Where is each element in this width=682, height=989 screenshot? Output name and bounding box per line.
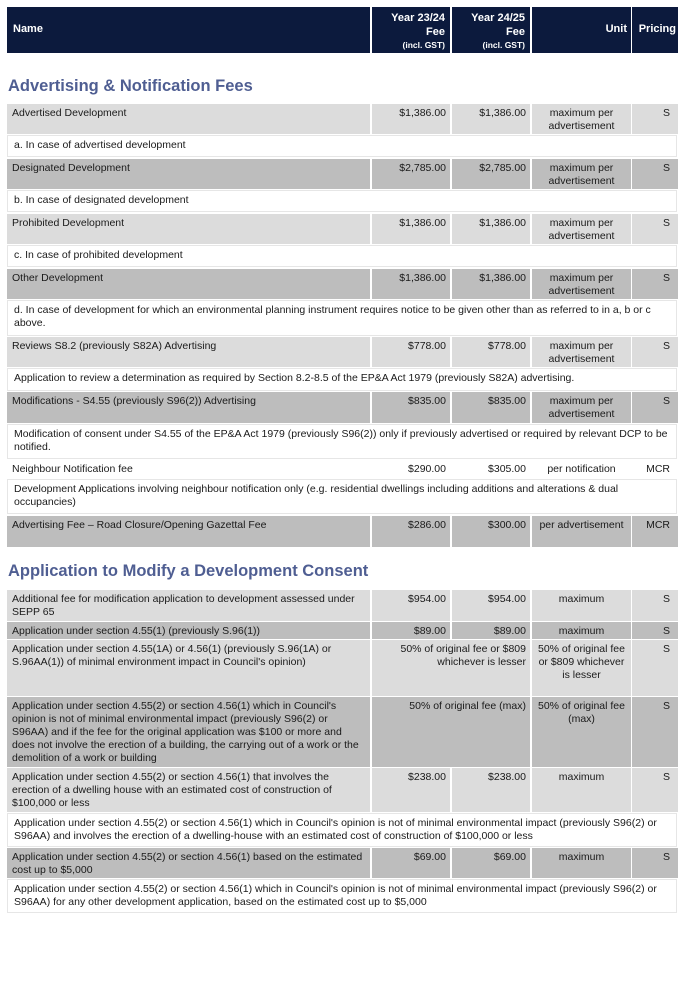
header-unit: Unit <box>532 7 631 53</box>
fee-pricing: S <box>632 269 678 299</box>
fee-pricing: S <box>632 697 678 767</box>
fee-2324: $835.00 <box>372 392 450 423</box>
fee-2324: $89.00 <box>372 622 450 639</box>
fee-name: Application under section 4.55(2) or section 4.56(1) based on the estimated cost up to $5,000 <box>7 848 370 878</box>
fee-2324: $69.00 <box>372 848 450 878</box>
fee-2324: $1,386.00 <box>372 214 450 244</box>
header-fee1-year: Year 23/24 <box>391 12 445 24</box>
section-title-advertising: Advertising & Notification Fees <box>8 77 253 95</box>
fee-unit: 50% of original fee or $809 whichever is lesser <box>532 640 631 696</box>
fee-2324: $238.00 <box>372 768 450 812</box>
fee-2324: $778.00 <box>372 337 450 367</box>
fee-note: a. In case of advertised development <box>7 135 677 157</box>
header-fee1-gst: (incl. GST) <box>402 40 445 50</box>
fee-name: Designated Development <box>7 159 370 189</box>
fee-pricing: S <box>632 159 678 189</box>
fee-name: Advertising Fee – Road Closure/Opening Gazettal Fee <box>7 516 370 547</box>
fee-unit: maximum per advertisement <box>532 337 631 367</box>
fee-unit: maximum <box>532 848 631 878</box>
header-fee-2425 <box>452 7 530 53</box>
fee-pricing: S <box>632 392 678 423</box>
fee-unit: maximum per advertisement <box>532 159 631 189</box>
fee-pricing: S <box>632 640 678 696</box>
fee-2324: $290.00 <box>372 460 450 480</box>
fee-note: Modification of consent under S4.55 of the EP&A Act 1979 (previously S96(2)) only if previously advertised or required by relevant DCP to be notified. <box>7 424 677 459</box>
fee-2425: $835.00 <box>452 392 530 423</box>
fee-note: b. In case of designated development <box>7 190 677 212</box>
fee-2324: $1,386.00 <box>372 104 450 134</box>
fee-merged: 50% of original fee (max) <box>372 697 530 767</box>
fee-note: Application to review a determination as required by Section 8.2-8.5 of the EP&A Act 1979 (previously S82A) advertising. <box>7 368 677 391</box>
header-pricing: Pricing <box>632 7 678 53</box>
fee-note: c. In case of prohibited development <box>7 245 677 267</box>
fee-unit: maximum per advertisement <box>532 269 631 299</box>
fee-note: Application under section 4.55(2) or section 4.56(1) which in Council's opinion is not of minimal environmental impact (previously S96(2) or S96AA) and involves the erection of a dwelling-house with an estimated cost of construction of $100,000 or less <box>7 813 677 847</box>
fee-pricing: MCR <box>632 460 678 480</box>
fee-name: Application under section 4.55(1) (previously S.96(1)) <box>7 622 370 639</box>
fee-2324: $1,386.00 <box>372 269 450 299</box>
fee-2324: $2,785.00 <box>372 159 450 189</box>
fee-unit: maximum per advertisement <box>532 214 631 244</box>
fee-unit: 50% of original fee (max) <box>532 697 631 767</box>
fee-2425: $954.00 <box>452 590 530 621</box>
fee-name: Modifications - S4.55 (previously S96(2)) Advertising <box>7 392 370 423</box>
fee-name: Advertised Development <box>7 104 370 134</box>
fee-unit: maximum <box>532 622 631 639</box>
header-name: Name <box>7 7 370 53</box>
fee-2425: $69.00 <box>452 848 530 878</box>
header-fee2-year: Year 24/25 <box>471 12 525 24</box>
fee-merged: 50% of original fee or $809 whichever is lesser <box>372 640 530 696</box>
fee-name: Other Development <box>7 269 370 299</box>
fee-2425: $89.00 <box>452 622 530 639</box>
header-fee1-label: Fee <box>426 26 445 38</box>
fee-unit: maximum per advertisement <box>532 392 631 423</box>
header-fee-2324 <box>372 7 450 53</box>
fee-name: Prohibited Development <box>7 214 370 244</box>
fee-unit: per notification <box>532 460 631 480</box>
header-fee2-gst: (incl. GST) <box>482 40 525 50</box>
fee-pricing: S <box>632 590 678 621</box>
fee-2324: $954.00 <box>372 590 450 621</box>
fee-2425: $1,386.00 <box>452 269 530 299</box>
fee-name: Application under section 4.55(1A) or 4.56(1) (previously S.96(1A) or S.96AA(1)) of minimal environment impact in Council's opinion) <box>7 640 370 696</box>
fee-pricing: S <box>632 337 678 367</box>
fee-name: Neighbour Notification fee <box>7 460 370 480</box>
fee-unit: maximum per advertisement <box>532 104 631 134</box>
fee-name: Application under section 4.55(2) or section 4.56(1) which in Council's opinion is not of minimal environmental impact (previously S96(2) or S96AA) and if the fee for the original application was $100 or more and does not involve the erection of a building, the carrying out of a work or the demolition of a work or building <box>7 697 370 767</box>
fee-2425: $305.00 <box>452 460 530 480</box>
fee-2425: $238.00 <box>452 768 530 812</box>
fee-note: d. In case of development for which an environmental planning instrument requires notice to be given other than as referred to in a, b or c above. <box>7 300 677 336</box>
fee-2324: $286.00 <box>372 516 450 547</box>
fee-unit: maximum <box>532 768 631 812</box>
fee-pricing: S <box>632 768 678 812</box>
fee-note: Application under section 4.55(2) or section 4.56(1) which in Council's opinion is not of minimal environmental impact (previously S96(2) or S96AA) for any other development application, based on the estimated cost up to $5,000 <box>7 879 677 913</box>
fee-unit: maximum <box>532 590 631 621</box>
fee-unit: per advertisement <box>532 516 631 547</box>
fee-pricing: MCR <box>632 516 678 547</box>
fee-pricing: S <box>632 848 678 878</box>
fee-2425: $300.00 <box>452 516 530 547</box>
fee-name: Reviews S8.2 (previously S82A) Advertising <box>7 337 370 367</box>
fee-name: Application under section 4.55(2) or section 4.56(1) that involves the erection of a dwelling house with an estimated cost of construction of $100,000 or less <box>7 768 370 812</box>
fee-2425: $1,386.00 <box>452 104 530 134</box>
fee-pricing: S <box>632 104 678 134</box>
fee-note: Development Applications involving neighbour notification only (e.g. residential dwellings including additions and alterations & dual occupancies) <box>7 479 677 514</box>
fee-pricing: S <box>632 622 678 639</box>
fee-2425: $1,386.00 <box>452 214 530 244</box>
header-fee2-label: Fee <box>506 26 525 38</box>
section-title-modify-consent: Application to Modify a Development Consent <box>8 562 369 580</box>
fee-pricing: S <box>632 214 678 244</box>
fee-2425: $2,785.00 <box>452 159 530 189</box>
fee-name: Additional fee for modification application to development assessed under SEPP 65 <box>7 590 370 621</box>
fee-2425: $778.00 <box>452 337 530 367</box>
